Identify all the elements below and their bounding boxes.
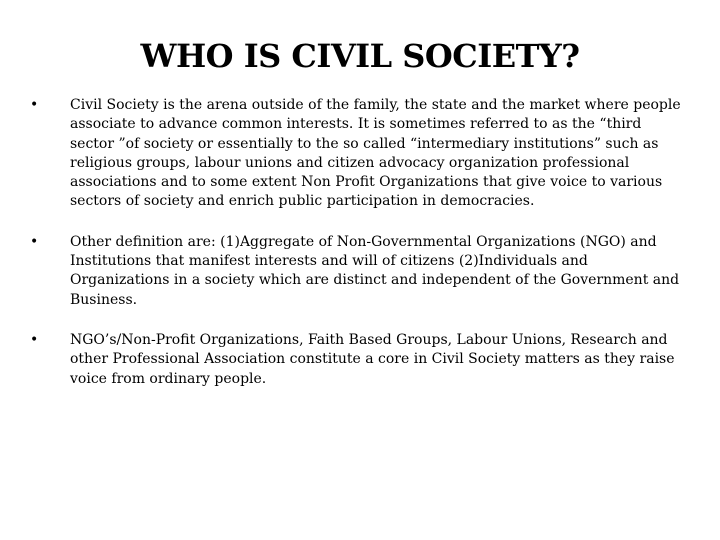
bullet-text-2: Other definition are: (1)Aggregate of Non-Governmental Organizations (NGO) and Institutions that manifest interests and will of citizens (2)Individuals and Organizations in a society which are distinct and independent of the Government and Business. — [70, 233, 680, 308]
bullet-item-1 — [28, 96, 688, 212]
bullet-dot-icon: • — [30, 233, 39, 250]
slide-title: WHO IS CIVIL SOCIETY? — [140, 37, 580, 75]
bullet-list — [28, 96, 688, 410]
bullet-text-3: NGO’s/Non-Profit Organizations, Faith Based Groups, Labour Unions, Research and other Professional Association constitute a core in Civil Society matters as they raise voice from ordinary people. — [70, 331, 675, 387]
bullet-dot-icon: • — [30, 97, 39, 113]
bullet-dot-icon: • — [30, 331, 39, 348]
bullet-item-2 — [28, 233, 688, 310]
bullet-item-3 — [28, 331, 688, 389]
bullet-text-1: Civil Society is the arena outside of the family, the state and the market where people associate to advance common interests. It is sometimes referred to as the “third sector ”of society or essentially to the so called “intermediary institutions” such as religious groups, labour unions and citizen advocacy organization professional associations and to some extent Non Profit Organizations that give voice to various sectors of society and enrich public participation in democracies. — [70, 97, 681, 210]
